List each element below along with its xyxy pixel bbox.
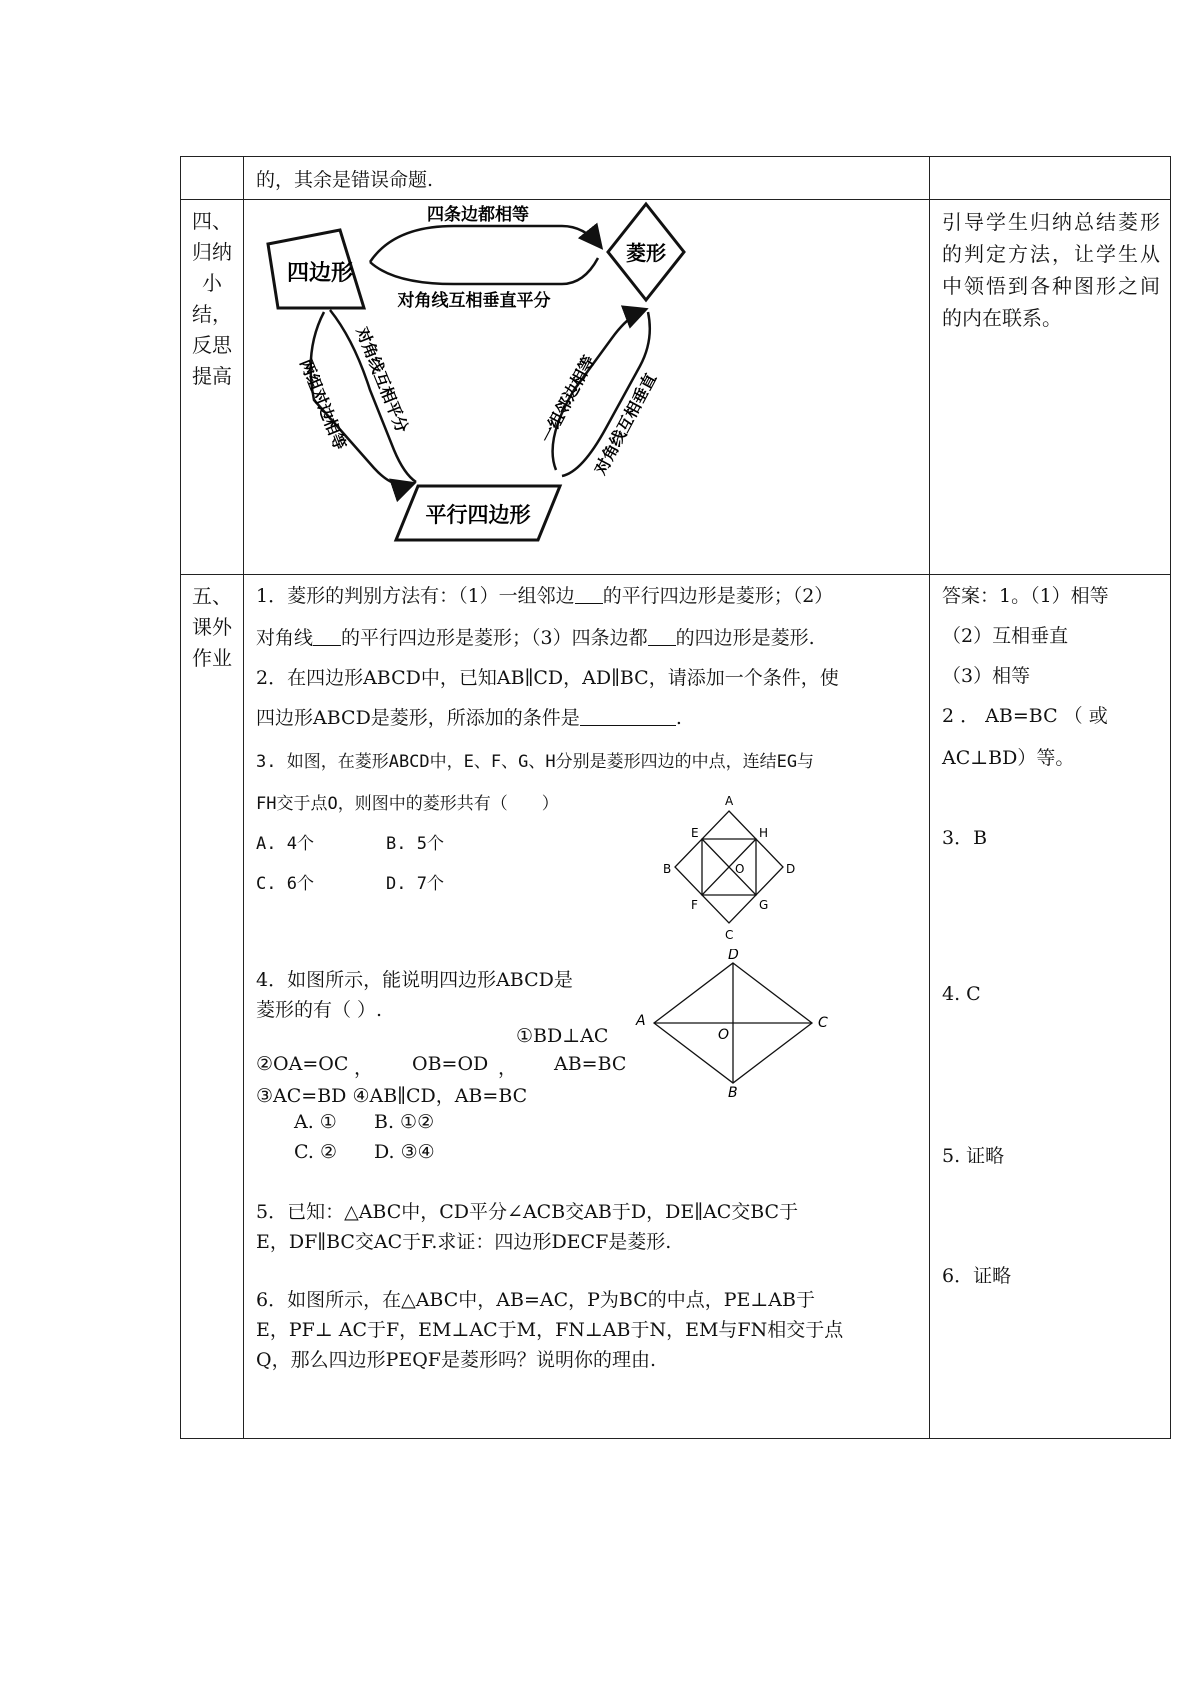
- q1-text: 的四边形是菱形.: [675, 627, 815, 649]
- answer-4: 4. C: [942, 983, 981, 1005]
- q4-cond1: ①BD⊥AC: [516, 1025, 609, 1047]
- answer-2b: AC⊥BD）等。: [942, 747, 1075, 769]
- answer-5: 5. 证略: [942, 1145, 1005, 1167]
- q2-text: .: [675, 707, 682, 729]
- concept-diagram-cell: [244, 200, 930, 575]
- q3-line2: FH交于点O，则图中的菱形共有（ ）: [256, 794, 559, 814]
- q3-rhombus-figure: [659, 793, 809, 943]
- right-outer-label: 对角线互相垂直: [590, 370, 661, 478]
- q4-line2: 菱形的有（ ）.: [256, 999, 383, 1021]
- lesson-table: [180, 156, 1171, 1439]
- q1-text: 对角线: [256, 627, 314, 649]
- answer-1c: （3）相等: [942, 665, 1031, 687]
- content-cell: [244, 157, 930, 200]
- fig3-label-e: E: [691, 826, 699, 840]
- fig4-label-b: B: [728, 1085, 738, 1099]
- q4-option-d: D. ③④: [374, 1141, 435, 1163]
- q4-option-b: B. ①②: [374, 1111, 435, 1133]
- answers-cell: [930, 575, 1171, 1439]
- fig4-label-c: C: [818, 1015, 828, 1031]
- fig3-label-a: A: [725, 794, 734, 808]
- q4-cond2b: OB=OD: [412, 1053, 489, 1075]
- q4-rhombus-figure: [630, 949, 850, 1099]
- q6-line2: E，PF⊥ AC于F，EM⊥AC于M，FN⊥AB于N，EM与FN相交于点: [256, 1319, 844, 1341]
- q2-text: 四边形ABCD是菱形，所添加的条件是: [256, 707, 580, 729]
- stage-label: 提高: [192, 364, 232, 388]
- q3-line1: 3. 如图，在菱形ABCD中，E、F、G、H分别是菱形四边的中点，连结EG与: [256, 752, 815, 772]
- left-inner-label: 对角线互相平分: [352, 324, 412, 436]
- q4-option-c: C. ②: [294, 1141, 337, 1163]
- arrow-top-band: [370, 258, 598, 284]
- fig4-label-d: D: [728, 949, 739, 963]
- fig4-label-a: A: [636, 1013, 646, 1029]
- q5-line1: 5．已知：△ABC中，CD平分∠ACB交AB于D，DE∥AC交BC于: [256, 1201, 799, 1223]
- q2-line2: [256, 703, 682, 730]
- quad-label: 四边形: [286, 261, 354, 286]
- answer-2: 2 ． AB=BC （ 或: [942, 705, 1108, 727]
- fig3-label-b: B: [663, 862, 672, 876]
- q2-line1: 2．在四边形ABCD中，已知AB∥CD，AD∥BC，请添加一个条件，使: [256, 667, 839, 689]
- fig4-label-o: O: [718, 1027, 730, 1043]
- stage-cell: [181, 157, 244, 200]
- stage-label: 作业: [192, 646, 232, 670]
- stage-label: 五、: [192, 584, 232, 608]
- prev-text: 的，其余是错误命题.: [256, 169, 434, 191]
- answer-3: 3．B: [942, 827, 988, 849]
- fig3-label-o: O: [735, 862, 745, 876]
- q4-line1: 4．如图所示，能说明四边形ABCD是: [256, 969, 573, 991]
- q1-line2: [256, 623, 815, 650]
- teaching-note: 引导学生归纳总结菱形的判定方法，让学生从中领悟到各种图形之间的内在联系。: [930, 200, 1171, 575]
- q4-cond2c: AB=BC: [554, 1053, 627, 1075]
- fill-blank[interactable]: [648, 627, 676, 646]
- answer-6: 6．证略: [942, 1265, 1012, 1287]
- table-row: [181, 575, 1171, 1439]
- q1-text: 的平行四边形是菱形；（2）: [602, 585, 834, 607]
- q5-line2: E，DF∥BC交AC于F.求证：四边形DECF是菱形.: [256, 1231, 672, 1253]
- q1-text: 1．菱形的判别方法有：（1）一组邻边: [256, 585, 575, 607]
- q4-comma: ，: [498, 1057, 518, 1079]
- q3-option-c: C. 6个: [256, 874, 314, 894]
- fill-blank[interactable]: [575, 585, 603, 604]
- stage-label: 反思: [192, 333, 232, 357]
- q3-option-b: B. 5个: [386, 834, 444, 854]
- q1-text: 的平行四边形是菱形；（3）四条边都: [341, 627, 648, 649]
- stage-label: 四、: [192, 209, 232, 233]
- q3-option-d: D. 7个: [386, 874, 444, 894]
- q3-option-a: A. 4个: [256, 834, 314, 854]
- fill-blank[interactable]: [580, 707, 676, 726]
- q1-line1: [256, 581, 833, 608]
- right-inner-label: 一组邻边相等: [536, 352, 599, 446]
- answer-1: 答案：1。（1）相等: [942, 585, 1109, 607]
- q4-cond2: ②OA=OC: [256, 1053, 349, 1075]
- arrow-top: [370, 226, 600, 262]
- concept-diagram: [244, 200, 929, 568]
- table-row: [181, 157, 1171, 200]
- q4-comma: ，: [354, 1057, 374, 1079]
- q6-line1: 6．如图所示，在△ABC中，AB=AC，P为BC的中点，PE⊥AB于: [256, 1289, 815, 1311]
- stage-cell-homework: [181, 575, 244, 1439]
- q6-line3: Q，那么四边形PEQF是菱形吗？说明你的理由.: [256, 1349, 657, 1371]
- stage-label: 结，: [192, 302, 232, 326]
- stage-label: 小: [202, 271, 222, 295]
- fig3-label-h: H: [759, 826, 769, 840]
- fig3-label-f: F: [691, 898, 698, 912]
- stage-cell-summary: [181, 200, 244, 575]
- fill-blank[interactable]: [313, 627, 341, 646]
- rhombus-label: 菱形: [626, 241, 666, 265]
- fig3-label-g: G: [759, 898, 769, 912]
- arrow-top-label: 四条边都相等: [427, 205, 529, 225]
- q4-option-a: A. ①: [294, 1111, 337, 1133]
- fig3-label-c: C: [725, 928, 734, 942]
- table-row: [181, 200, 1171, 575]
- stage-label: 归纳: [192, 240, 232, 264]
- parallelogram-label: 平行四边形: [425, 503, 531, 527]
- q4-cond3: ③AC=BD ④AB∥CD，AB=BC: [256, 1085, 528, 1107]
- left-outer-label: 两组对边相等: [296, 356, 350, 453]
- fig3-label-d: D: [786, 862, 796, 876]
- answer-1b: （2）互相垂直: [942, 625, 1069, 647]
- arrow-bottom-label: 对角线互相垂直平分: [397, 291, 551, 311]
- stage-label: 课外: [192, 615, 232, 639]
- homework-cell: [244, 575, 930, 1439]
- note-cell: [930, 157, 1171, 200]
